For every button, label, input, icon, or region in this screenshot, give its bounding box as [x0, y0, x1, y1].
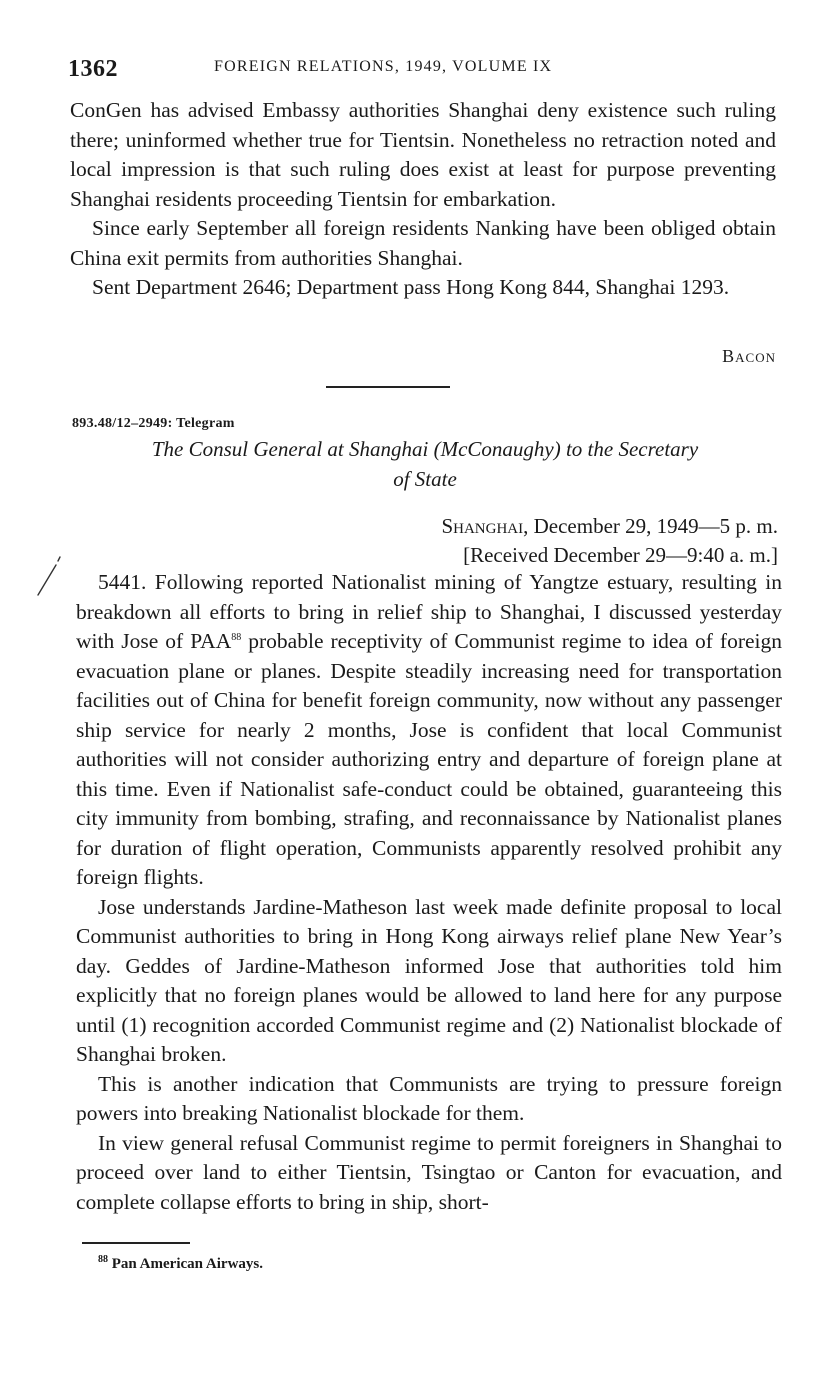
- paragraph: Since early September all foreign residents Nanking have been obliged obtain China exit permits from authorities Shanghai.: [70, 216, 776, 270]
- paragraph: Jose understands Jardine-Matheson last week made definite proposal to local Communist authorities to bring in Hong Kong airways relief plane New Year’s day. Geddes of Jardine-Matheson informed Jose that authorities told him explicitly that no foreign planes would be allowed to land here for any purpose until (1) recognition accorded Communist regime and (2) Nationalist blockade of Shanghai broken.: [76, 894, 782, 1066]
- running-header: [68, 56, 780, 90]
- heading-line: The Consul General at Shanghai (McConaughy) to the Secretary: [151, 437, 699, 461]
- paragraph: In view general refusal Communist regime to permit foreigners in Shanghai to proceed over land to either Tientsin, Tsingtao or Canton for evacuation, and complete collapse efforts to bring in ship, short-: [76, 1130, 782, 1214]
- dateline-date: December 29, 1949—5 p. m.: [533, 514, 778, 538]
- section-divider: [326, 386, 450, 388]
- pencil-margin-mark: [34, 555, 64, 597]
- footnote-reference: 88: [231, 631, 242, 643]
- paragraph: This is another indication that Communists are trying to pressure foreign powers into breaking Nationalist blockade for them.: [76, 1071, 782, 1125]
- telegram-body: [76, 568, 782, 1217]
- preceding-telegram-text: [70, 96, 776, 303]
- running-title: FOREIGN RELATIONS, 1949, VOLUME IX: [214, 58, 553, 75]
- paragraph: ConGen has advised Embassy authorities Shanghai deny existence such ruling there; uninformed whether true for Tientsin. Nonetheless no retraction noted and local impression is that such ruling does exist at least for purpose preventing Shanghai residents proceeding Tientsin for embarkation.: [70, 98, 776, 211]
- footnote-divider: [82, 1242, 190, 1244]
- footnote-marker: 88: [98, 1254, 108, 1265]
- signature: Bacon: [722, 346, 776, 366]
- dateline-place: Shanghai,: [441, 514, 529, 538]
- paragraph-text: 5441. Following reported Nationalist mining of Yangtze estuary, resulting in breakdown all efforts to bring in relief ship to Shanghai, I discussed yesterday with Jose of PAA: [76, 570, 782, 653]
- dateline-received: [Received December 29—9:40 a. m.]: [463, 543, 778, 567]
- heading-line: of State: [393, 467, 457, 491]
- file-reference: 893.48/12–2949: Telegram: [72, 416, 235, 431]
- page-number: 1362: [68, 56, 118, 82]
- footnote-text: Pan American Airways.: [111, 1256, 263, 1272]
- dateline: [441, 512, 778, 570]
- footnote: [98, 1256, 263, 1273]
- paragraph: Sent Department 2646; Department pass Hong Kong 844, Shanghai 1293.: [92, 275, 730, 299]
- document-heading: [72, 434, 778, 494]
- paragraph: [76, 568, 782, 893]
- paragraph-text: probable receptivity of Communist regime to idea of foreign evacuation plane or planes. Despite steadily increasing need for transportation facilities out of China for benefit foreign community, now without any passenger ship service for nearly 2 months, Jose is confident that local Communist authorities will not consider authorizing entry and departure of foreign plane at this time. Even if Nationalist safe-conduct could be obtained, guaranteeing this city immunity from bombing, strafing, and reconnaissance by Nationalist planes for duration of flight operation, Communists apparently resolved prohibit any foreign flights.: [76, 629, 782, 889]
- dateline-sent: [441, 512, 778, 541]
